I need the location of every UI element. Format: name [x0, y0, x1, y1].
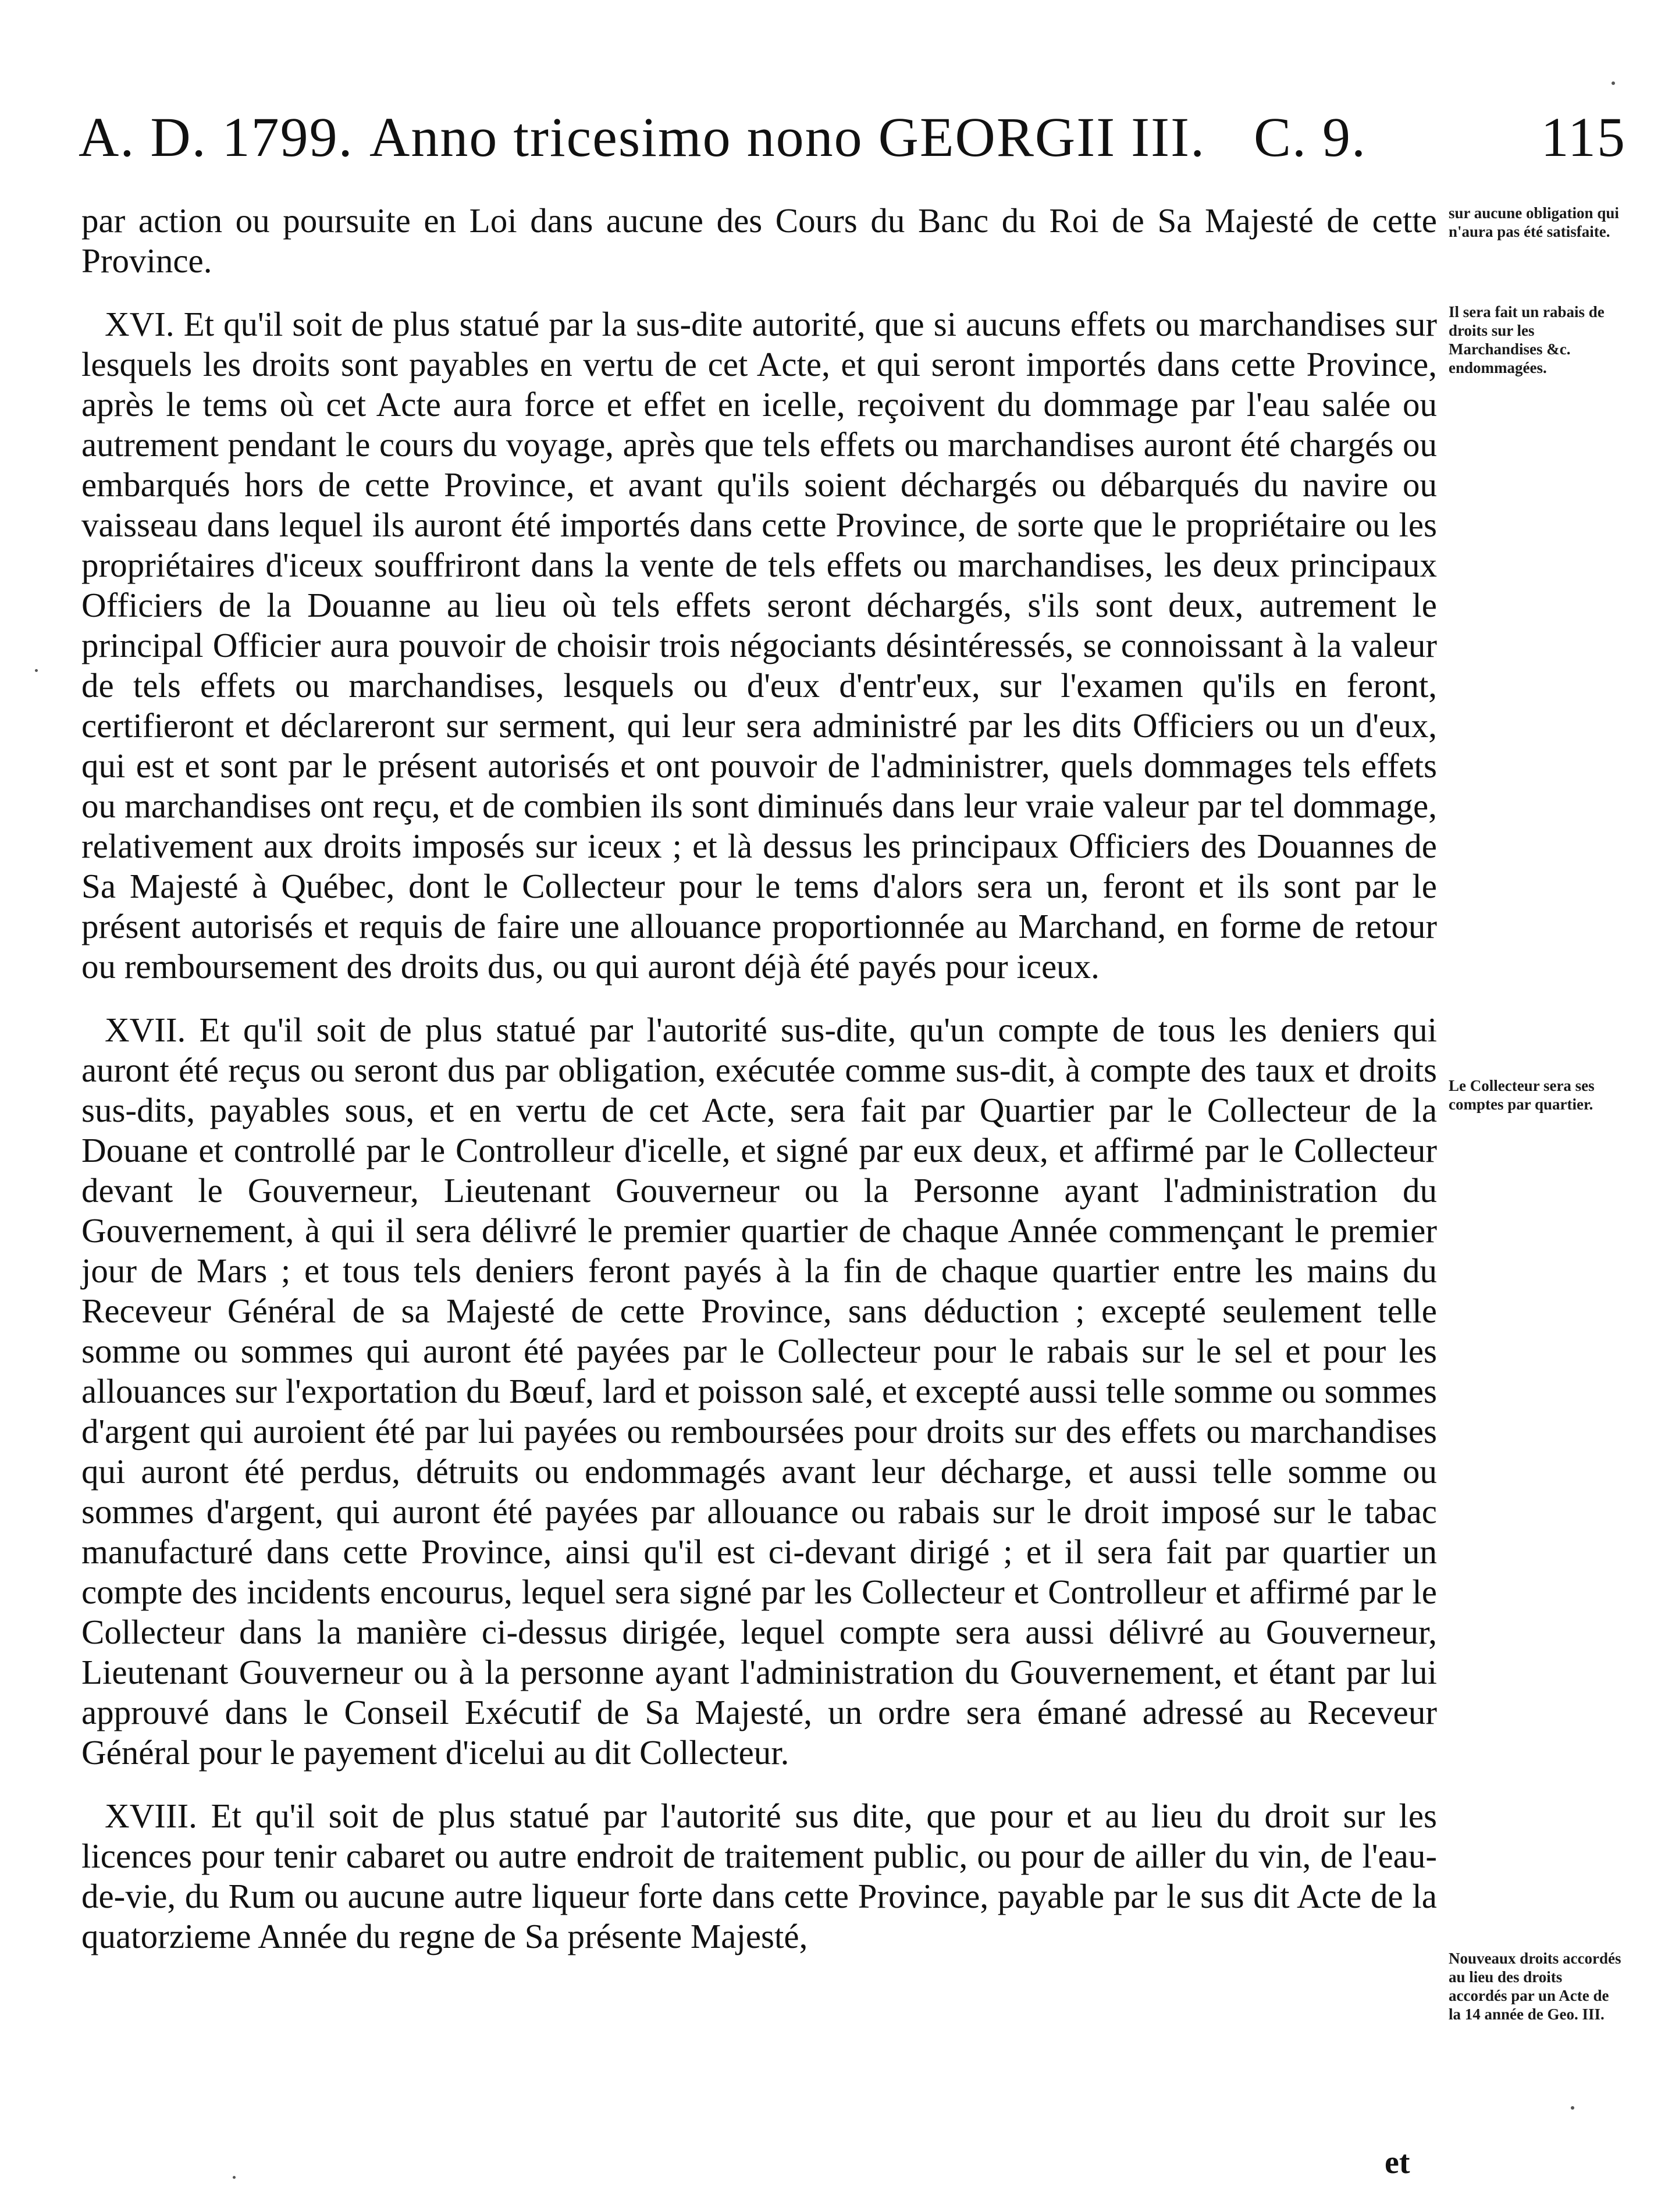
paragraph-section-xvii: XVII. Et qu'il soit de plus statué par l'autorité sus-dite, qu'un compte de tous les deniers qui auront été reçus ou seront dus par obligation, exécutée comme sus-dit, à compte des taux et droits sus-dits, payables sous, et en vertu de cet Acte, sera fait par Quartier par le Collecteur de la Douane et controllé par le Controlleur d'icelle, et signé par eux deux, et affirmé par le Collecteur devant le Gouverneur, Lieutenant Gouverneur ou la Personne ayant l'administration du Gouvernement, à qui il sera délivré le premier quartier de chaque Année commençant le premier jour de Mars ; et tous tels deniers feront payés à la fin de chaque quartier entre les mains du Receveur Général de sa Majesté de cette Province, sans déduction ; excepté seulement telle somme ou sommes qui auront été payées par le Collecteur pour le rabais sur le sel et pour les allouances sur l'exportation du Bœuf, lard et poisson salé, et excepté aussi telle somme ou sommes d'argent qui auroient été par lui payées ou remboursées pour droits sur des effets ou marchandises qui auront été perdus, détruits ou endommagés avant leur décharge, et aussi telle somme ou sommes d'argent, qui auront été payées par allouance ou rabais sur le droit imposé sur le tabac manufacturé dans cette Province, ainsi qu'il est ci-devant dirigé ; et il sera fait par quartier un compte des incidents encourus, lequel sera signé par les Collecteur et Controlleur et affirmé par le Collecteur dans la manière ci-dessus dirigée, lequel compte sera aussi délivré au Gouverneur, Lieutenant Gouverneur ou à la personne ayant l'administration du Gouvernement, et étant par lui approuvé dans le Conseil Exécutif de Sa Majesté, un ordre sera émané adressé au Receveur Général pour le payement d'icelui au dit Collecteur. [81, 1011, 1437, 1772]
paragraph-gap [81, 987, 1437, 1010]
print-speck [233, 2176, 236, 2179]
print-speck [1571, 2106, 1574, 2110]
print-speck [35, 669, 38, 672]
paragraph-gap [81, 1773, 1437, 1796]
paragraph-section-xvi: XVI. Et qu'il soit de plus statué par la sus-dite autorité, que si aucuns effets ou marchandises sur lesquels les droits sont payables en vertu de cet Acte, et qui seront importés dans cette Province, après le tems où cet Acte aura force et effet en icelle, reçoivent du dommage par l'eau salée ou autrement pendant le cours du voyage, après que tels effets ou marchandises auront été chargés ou embarqués hors de cette Province, et avant qu'ils soient déchargés ou débarqués du navire ou vaisseau dans lequel ils auront été importés dans cette Province, de sorte que le propriétaire ou les propriétaires d'iceux souffriront dans la vente de tels effets ou marchandises, les deux principaux Officiers de la Douanne au lieu où tels effets seront déchargés, s'ils sont deux, autrement le principal Officier aura pouvoir de choisir trois négociants désintéressés, se connoissant à la valeur de tels effets ou marchandises, lesquels ou d'eux d'entr'eux, sur l'examen qu'ils en feront, certifieront et déclareront sur serment, qui leur sera administré par les dits Officiers ou un d'eux, qui est et sont par le présent autorisés et ont pouvoir de l'administrer, quels dommages tels effets ou marchandises ont reçu, et de combien ils sont diminués dans leur vraie valeur par tel dommage, relativement aux droits imposés sur iceux ; et là dessus les principaux Officiers des Douannes de Sa Majesté à Québec, dont le Collecteur pour le tems d'alors sera un, feront et ils sont par le présent autorisés et requis de faire une allouance proportionnée au Marchand, en forme de retour ou remboursement des droits dus, ou qui auront déjà été payés pour iceux. [81, 305, 1437, 986]
margin-note-nouveaux-droits: Nouveaux droits accordés au lieu des droits accordés par un Acte de la 14 année de Geo. III. [1449, 1950, 1621, 2023]
paragraph-section-xviii: XVIII. Et qu'il soit de plus statué par l'autorité sus dite, que pour et au lieu du droit sur les licences pour tenir cabaret ou autre endroit de traitement public, ou pour de ailler du vin, de l'eau-de-vie, du Rum ou aucune autre liqueur forte dans cette Province, payable par le sus dit Acte de la quatorzieme Année du regne de Sa présente Majesté, [81, 1797, 1437, 1955]
catchword: et [1385, 2145, 1410, 2181]
header-chapter: C. 9. [1254, 106, 1367, 168]
page-number: 115 [1541, 106, 1626, 168]
running-header [79, 105, 1626, 180]
paragraph-continuation: par action ou poursuite en Loi dans aucune des Cours du Banc du Roi de Sa Majesté de cette Province. [81, 201, 1437, 280]
margin-note-rabais: Il sera fait un rabais de droits sur les Marchandises &c. endommagées. [1449, 303, 1605, 376]
paragraph-gap [81, 281, 1437, 304]
header-year: A. D. 1799. [79, 106, 354, 168]
margin-note-comptes: Le Collecteur sera ses comptes par quartier. [1449, 1077, 1595, 1113]
header-title: Anno tricesimo nono GEORGII III. [369, 106, 1206, 168]
main-text-column [81, 201, 1437, 1957]
margin-note-obligation: sur aucune obligation qui n'aura pas été satisfaite. [1449, 204, 1619, 240]
print-speck [1612, 81, 1615, 85]
